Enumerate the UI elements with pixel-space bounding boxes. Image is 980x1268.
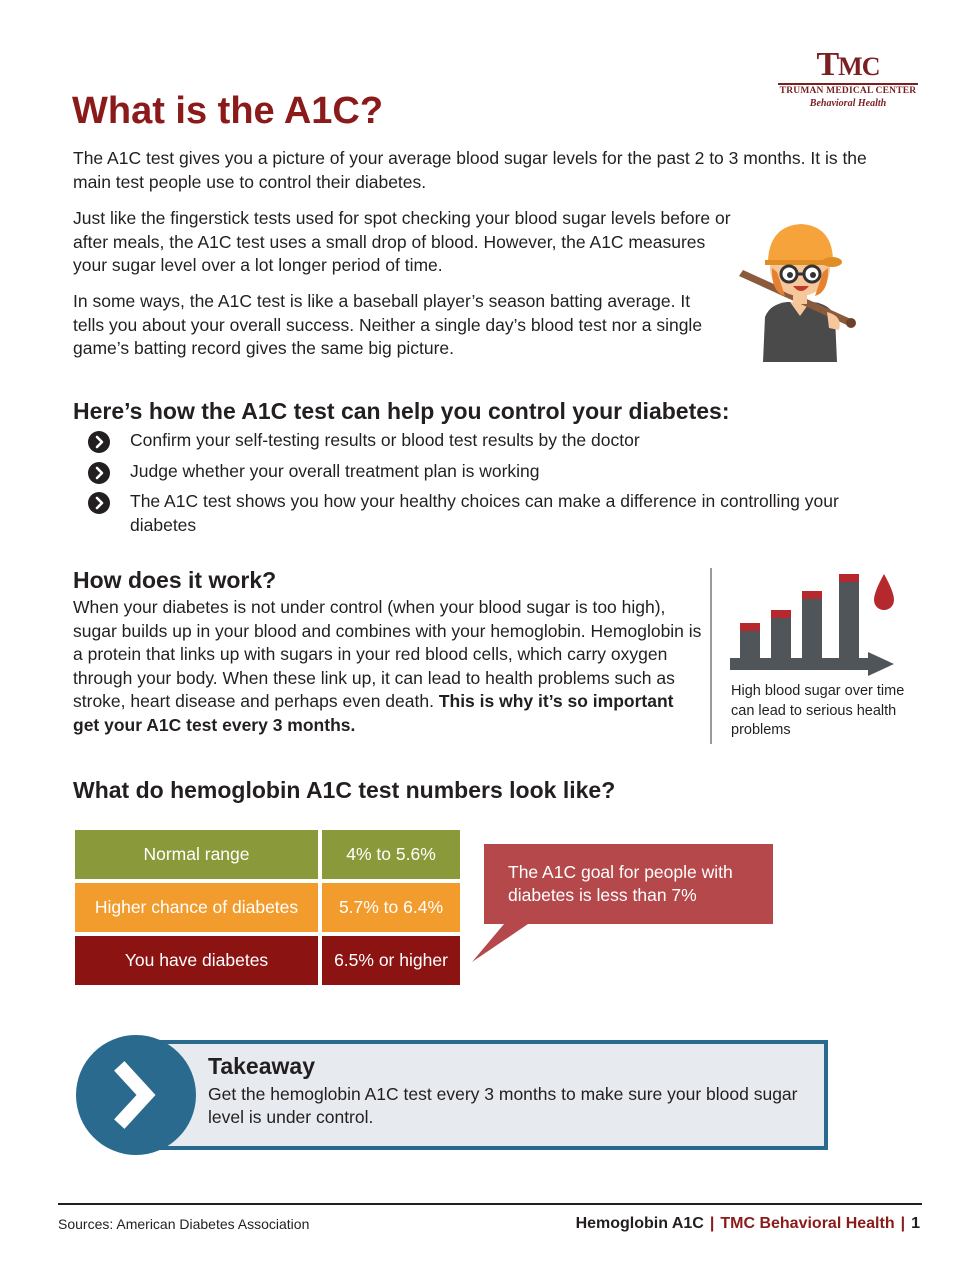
footer-brand: TMC Behavioral Health	[720, 1215, 895, 1232]
footer-sources: Sources: American Diabetes Association	[58, 1216, 310, 1232]
help-item-text: Judge whether your overall treatment plan is working	[130, 460, 540, 481]
footer-title	[480, 1215, 920, 1233]
logo-mark-t: T	[816, 46, 839, 83]
numbers-heading: What do hemoglobin A1C test numbers look like?	[73, 777, 616, 803]
range-value-diabetes: 6.5% or higher	[322, 936, 460, 985]
range-label-normal: Normal range	[75, 830, 318, 879]
logo-rule	[778, 83, 918, 85]
takeaway-title: Takeaway	[208, 1053, 315, 1079]
goal-callout-text: The A1C goal for people with diabetes is less than 7%	[508, 862, 733, 905]
list-item	[86, 460, 906, 484]
work-emphasis: This is why it’s so important get your A1C test every 3 months.	[73, 691, 674, 735]
chart-caption: High blood sugar over time can lead to serious health problems	[731, 683, 905, 738]
intro-paragraph-3: In some ways, the A1C test is like a baseball player’s season batting average. It tells you about your overall success. Neither a single day’s blood test nor a single game’s batting record gives the same big picture.	[73, 291, 703, 358]
page-number: 1	[911, 1215, 920, 1232]
logo-division: Behavioral Health	[809, 98, 887, 109]
chevron-right-icon	[76, 1035, 196, 1155]
footer-topic: Hemoglobin A1C	[575, 1215, 704, 1232]
tmc-logo	[778, 48, 918, 114]
list-item	[86, 429, 906, 453]
page-title: What is the A1C?	[72, 90, 384, 132]
rising-bars-blood-drop-icon	[728, 568, 908, 678]
help-heading: Here’s how the A1C test can help you control your diabetes:	[73, 398, 730, 424]
chevron-right-icon	[88, 431, 110, 453]
range-label-higher-chance: Higher chance of diabetes	[75, 883, 318, 932]
help-item-text: Confirm your self-testing results or blood test results by the doctor	[130, 430, 640, 450]
work-heading: How does it work?	[73, 567, 277, 593]
footer-separator: |	[709, 1215, 715, 1232]
takeaway-badge	[76, 1035, 196, 1155]
help-item-text: The A1C test shows you how your healthy choices can make a difference in controlling your diabetes	[130, 491, 839, 535]
logo-mark-mc: MC	[838, 52, 880, 81]
logo-mark	[778, 48, 918, 84]
takeaway-text: Get the hemoglobin A1C test every 3 months to make sure your blood sugar level is under control.	[208, 1084, 798, 1127]
footer-separator: |	[900, 1215, 906, 1232]
intro-paragraph-1: The A1C test gives you a picture of your average blood sugar levels for the past 2 to 3 months. It is the main test people use to control their diabetes.	[73, 148, 867, 192]
range-label-diabetes: You have diabetes	[75, 936, 318, 985]
help-list	[86, 429, 906, 544]
baseball-player-illustration	[735, 212, 865, 362]
vertical-divider	[710, 568, 712, 744]
list-item	[86, 490, 906, 537]
work-paragraph	[73, 596, 703, 737]
intro-paragraph-2: Just like the fingerstick tests used for spot checking your blood sugar levels before or after meals, the A1C test uses a small drop of blood. However, the A1C measures your sugar level over a lot longer period of time.	[73, 208, 731, 275]
work-body: When your diabetes is not under control (when your blood sugar is too high), sugar builds up in your blood and combines with your hemoglobin. Hemoglobin is a protein that links up with sugars in your red blood cells, which carry oxygen through your body. When these link up, it can lead to health problems such as stroke, heart disease and perhaps even death.	[73, 597, 702, 711]
chevron-right-icon	[88, 462, 110, 484]
range-value-higher-chance: 5.7% to 6.4%	[322, 883, 460, 932]
chevron-right-icon	[88, 492, 110, 514]
logo-org-name: TRUMAN MEDICAL CENTER	[779, 86, 917, 96]
footer-rule	[58, 1203, 922, 1205]
range-value-normal: 4% to 5.6%	[322, 830, 460, 879]
